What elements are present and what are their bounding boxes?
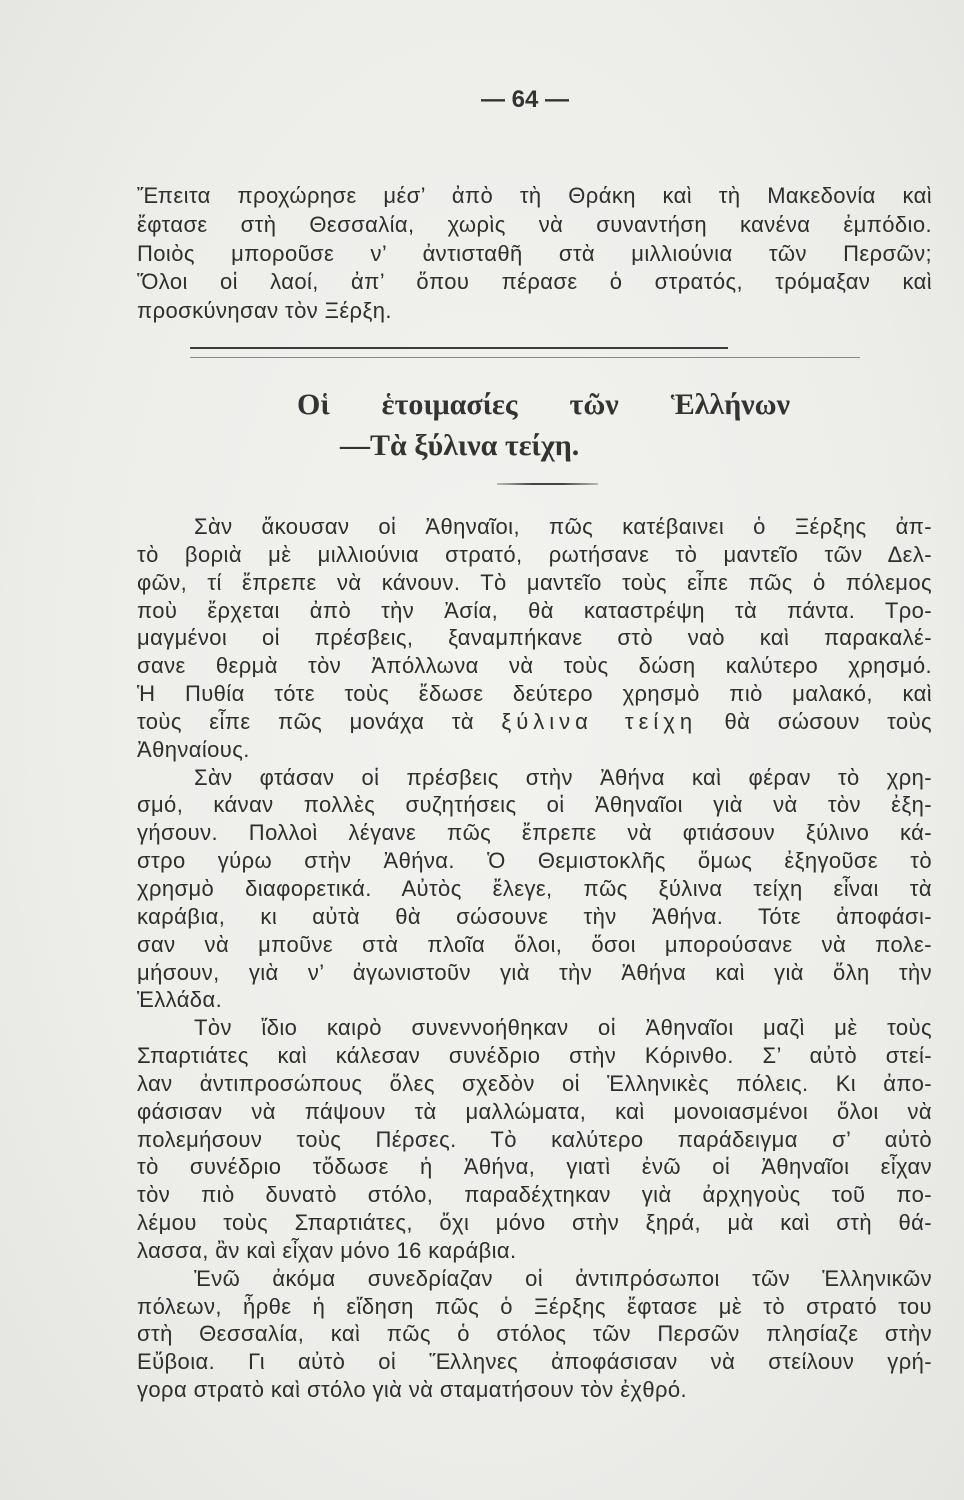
text-line: Σπαρτιάτες καὶ κάλεσαν συνέδριο στὴν Κόρινθο. Σ’ αὐτὸ στεί-	[137, 1043, 932, 1069]
text-line: Ὅλοι οἱ λαοί, ἀπ’ ὅπου πέρασε ὁ στρατός, τρόμαξαν καὶ	[137, 269, 932, 295]
text-line: σμό, κάναν πολλὲς συζητήσεις οἱ Ἀθηναῖοι γιὰ νὰ τὸν ἐξη-	[137, 792, 932, 818]
text-line: ἔφτασε στὴ Θεσσαλία, χωρὶς νὰ συναντήση κανένα ἐμπόδιο.	[137, 211, 932, 237]
text-line	[137, 708, 932, 736]
text-line: Ἑλλάδα.	[137, 987, 223, 1013]
text-line: σαν νὰ μποῦνε στὰ πλοῖα ὅλοι, ὅσοι μπορούσανε νὰ πολε-	[137, 931, 932, 957]
text-line: στρο γύρω στὴν Ἀθήνα. Ὁ Θεμιστοκλῆς ὅμως ἐξηγοῦσε τὸ	[137, 848, 932, 874]
text-line: λαν ἀντιπροσώπους ὅλες σχεδὸν οἱ Ἑλληνικὲς πόλεις. Κι ἀπο-	[137, 1070, 932, 1096]
text-line: σανε θερμὰ τὸν Ἀπόλλωνα νὰ τοὺς δώση καλύτερο χρησμό.	[137, 653, 932, 679]
text-line: Ποιὸς μποροῦσε ν’ ἀντισταθῆ στὰ μιλλιούνια τῶν Περσῶν;	[137, 240, 932, 266]
heading-underline-rule	[497, 483, 598, 485]
paragraph	[137, 764, 932, 1015]
text-line: Ἡ Πυθία τότε τοὺς ἔδωσε δεύτερο χρησμὸ πιὸ μαλακό, καὶ	[137, 681, 932, 707]
text-line: Ἔπειτα προχώρησε μέσ’ ἀπὸ τὴ Θράκη καὶ τὴ Μακεδονία καὶ	[137, 183, 932, 208]
separator-rule	[190, 357, 860, 358]
page-number: — 64 —	[480, 86, 570, 113]
text-line: ποὺ ἔρχεται ἀπὸ τὴν Ἀσία, θὰ καταστρέψη τὰ πάντα. Τρο-	[137, 597, 932, 623]
separator-rule	[190, 347, 728, 349]
text-line: μήσουν, γιὰ ν’ ἀγωνιστοῦν γιὰ τὴν Ἀθήνα καὶ γιὰ ὅλη τὴν	[137, 959, 932, 985]
text-fragment: θὰ σώσουν τοὺς	[697, 708, 933, 734]
text-line: Ἐνῶ ἀκόμα συνεδρίαζαν οἱ ἀντιπρόσωποι τῶν Ἑλληνικῶν	[194, 1265, 932, 1291]
text-line: τὸν πιὸ δυνατὸ στόλο, παραδέχτηκαν γιὰ ἀρχηγοὺς τοῦ πο-	[137, 1182, 932, 1208]
paragraph	[137, 513, 932, 764]
paragraph	[137, 1014, 932, 1265]
emphasized-phrase: ξύλινα τείχη	[501, 708, 698, 734]
text-line: γορα στρατὸ καὶ στόλο γιὰ νὰ σταματήσουν τὸν ἐχθρό.	[137, 1377, 688, 1403]
text-fragment: τοὺς εἶπε πῶς μονάχα τὰ	[137, 708, 502, 734]
text-line: πόλεων, ἦρθε ἡ εἴδηση πῶς ὁ Ξέρξης ἔφτασε μὲ τὸ στρατό του	[137, 1293, 932, 1319]
text-line: προσκύνησαν τὸν Ξέρξη.	[137, 298, 392, 323]
body-text	[137, 513, 932, 1404]
text-line: λέμου τοὺς Σπαρτιάτες, ὄχι μόνο στὴν ξηρά, μὰ καὶ στὴ θά-	[137, 1210, 932, 1236]
section-subheading: —Τὰ ξύλινα τείχη.	[340, 429, 580, 462]
text-line: φάσισαν νὰ πάψουν τὰ μαλλώματα, καὶ μονοιασμένοι ὅλοι νὰ	[137, 1098, 932, 1124]
text-line: μαγμένοι οἱ πρέσβεις, ξαναμπήκανε στὸ ναὸ καὶ παρακαλέ-	[137, 625, 932, 651]
text-line: στὴ Θεσσαλία, καὶ πῶς ὁ στόλος τῶν Περσῶν πλησίαζε στὴν	[137, 1321, 932, 1347]
text-line: γήσουν. Πολλοὶ λέγανε πῶς ἔπρεπε νὰ φτιάσουν ξύλινο κά-	[137, 820, 932, 846]
paragraph	[137, 182, 932, 326]
text-line: Ἀθηναίους.	[137, 736, 250, 762]
text-line: τὸ συνέδριο τὄδωσε ἡ Ἀθήνα, γιατὶ ἐνῶ οἱ Ἀθηναῖοι εἶχαν	[137, 1154, 932, 1180]
text-line: Εὔβοια. Γι αὐτὸ οἱ Ἕλληνες ἀποφάσισαν νὰ στείλουν γρή-	[137, 1349, 932, 1375]
text-line: τὸ βοριὰ μὲ μιλλιούνια στρατό, ρωτήσανε τὸ μαντεῖο τῶν Δελ-	[137, 541, 932, 567]
text-line: πολεμήσουν τοὺς Πέρσες. Τὸ καλύτερο παράδειγμα σ’ αὐτὸ	[137, 1126, 932, 1152]
paragraph	[137, 1265, 932, 1404]
text-line: καράβια, κι αὐτὰ θὰ σώσουνε τὴν Ἀθήνα. Τότε ἀποφάσι-	[137, 903, 932, 929]
text-line: λασσα, ἂν καὶ εἶχαν μόνο 16 καράβια.	[137, 1237, 517, 1263]
section-heading: Οἱ ἑτοιμασίες τῶν Ἑλλήνων	[297, 388, 790, 421]
text-line: Σὰν φτάσαν οἱ πρέσβεις στὴν Ἀθήνα καὶ φέραν τὸ χρη-	[194, 764, 932, 790]
text-line: Σὰν ἄκουσαν οἱ Ἀθηναῖοι, πῶς κατέβαινει ὁ Ξέρξης ἀπ-	[194, 514, 932, 539]
text-line: Τὸν ἴδιο καιρὸ συνεννοήθηκαν οἱ Ἀθηναῖοι μαζὶ μὲ τοὺς	[194, 1015, 932, 1041]
text-line: χρησμὸ διαφορετικά. Αὐτὸς ἔλεγε, πῶς ξύλινα τείχη εἶναι τὰ	[137, 875, 932, 901]
text-line: φῶν, τί ἔπρεπε νὰ κάνουν. Τὸ μαντεῖο τοὺς εἶπε πῶς ὁ πόλεμος	[137, 569, 932, 595]
